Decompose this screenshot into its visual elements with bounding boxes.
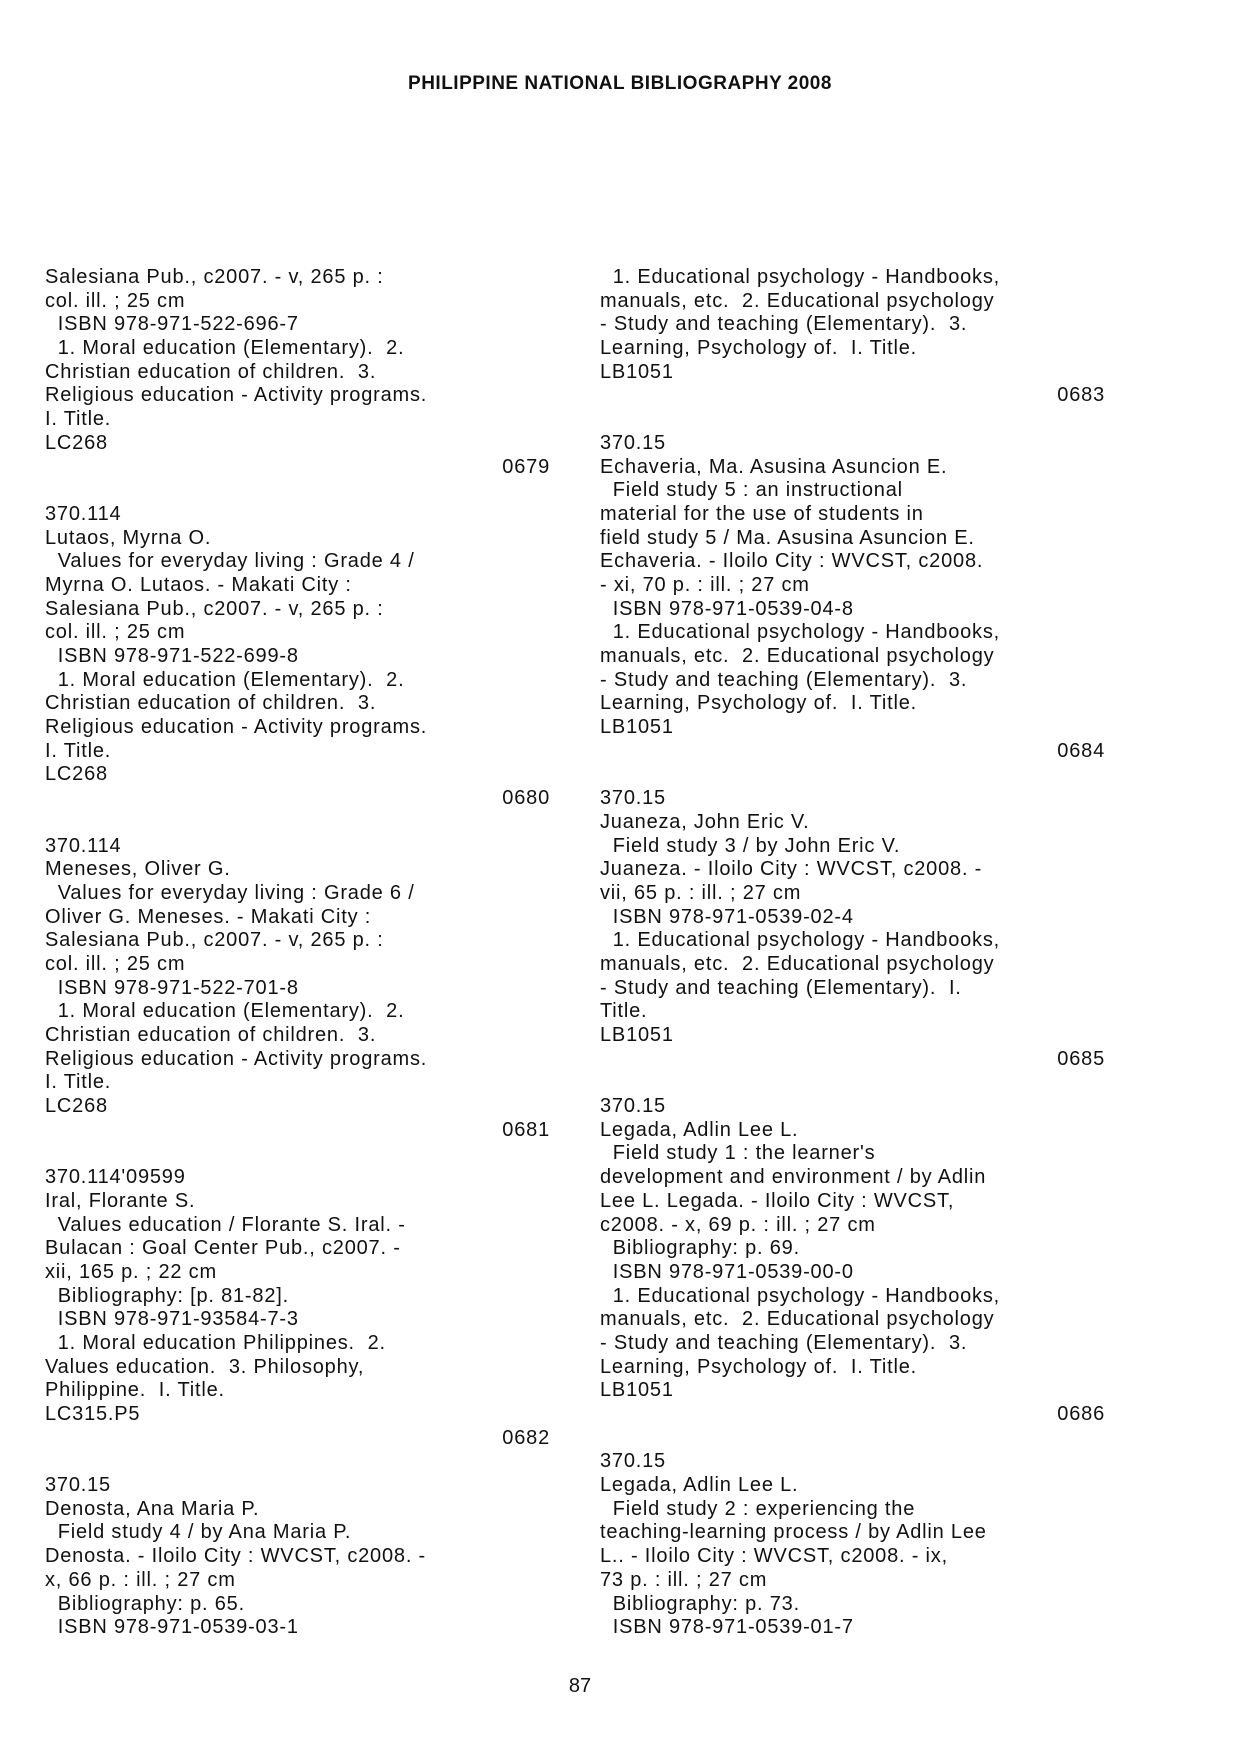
entry-line: L.. - Iloilo City : WVCST, c2008. - ix, xyxy=(600,1545,948,1568)
entry-gap xyxy=(45,1450,550,1474)
right-column xyxy=(600,266,1105,1640)
entry-line: - xi, 70 p. : ill. ; 27 cm xyxy=(600,573,810,596)
entry-line: xii, 165 p. ; 22 cm xyxy=(45,1260,217,1283)
entry-line: Learning, Psychology of. I. Title. xyxy=(600,337,918,360)
entry-line: 370.15 xyxy=(45,1474,111,1497)
entry-line: 370.15 xyxy=(600,1095,666,1118)
entry-line: Legada, Adlin Lee L. xyxy=(600,1474,799,1497)
entry-line: Juaneza, John Eric V. xyxy=(600,810,810,833)
entry-line: Bibliography: p. 65. xyxy=(45,1592,245,1615)
bibliography-entry xyxy=(45,503,550,811)
entry-gap xyxy=(600,763,1105,787)
page-number: 87 xyxy=(568,1675,592,1697)
entry-line: 73 p. : ill. ; 27 cm xyxy=(600,1568,768,1591)
entry-gap xyxy=(600,408,1105,432)
entry-line: Field study 5 : an instructional xyxy=(600,479,903,502)
entry-line: ISBN 978-971-522-699-8 xyxy=(45,645,299,667)
entry-line: col. ill. ; 25 cm xyxy=(45,621,186,644)
entry-line: Bibliography: p. 69. xyxy=(600,1237,800,1260)
entry-line: Oliver G. Meneses. - Makati City : xyxy=(45,905,372,928)
entry-number: 0682 xyxy=(502,1426,550,1449)
entry-line: Philippine. I. Title. xyxy=(45,1379,225,1402)
entry-gap xyxy=(45,1142,550,1166)
entry-line: LC268 xyxy=(45,431,108,454)
entry-line: Juaneza. - Iloilo City : WVCST, c2008. - xyxy=(600,858,983,881)
bibliography-entry xyxy=(600,266,1105,408)
entry-line: LC315.P5 xyxy=(45,1403,141,1425)
entry-line: ISBN 978-971-522-696-7 xyxy=(45,313,299,336)
entry-line: Title. xyxy=(600,1000,648,1023)
entry-line: Salesiana Pub., c2007. - v, 265 p. : xyxy=(45,929,384,952)
entry-line: ISBN 978-971-0539-01-7 xyxy=(600,1616,854,1639)
entry-line: Field study 4 / by Ana Maria P. xyxy=(45,1521,352,1544)
entry-line: Bibliography: [p. 81-82]. xyxy=(45,1284,289,1307)
entry-line: 370.15 xyxy=(600,431,666,454)
entry-line: Christian education of children. 3. xyxy=(45,692,377,715)
left-column xyxy=(45,266,550,1640)
entry-number: 0684 xyxy=(1057,739,1105,762)
entry-line: 1. Moral education (Elementary). 2. xyxy=(45,668,405,691)
entry-line: Legada, Adlin Lee L. xyxy=(600,1118,799,1141)
entry-line: Values education. 3. Philosophy, xyxy=(45,1355,365,1378)
entry-line: Religious education - Activity programs. xyxy=(45,384,428,407)
entry-line: Bibliography: p. 73. xyxy=(600,1592,800,1615)
entry-number: 0680 xyxy=(502,787,550,810)
entry-line: Echaveria. - Iloilo City : WVCST, c2008. xyxy=(600,550,984,573)
bibliography-entry xyxy=(45,835,550,1143)
bibliography-entry xyxy=(600,787,1105,1071)
bibliography-entry xyxy=(45,266,550,479)
entry-line: manuals, etc. 2. Educational psychology xyxy=(600,645,995,667)
entry-line: development and environment / by Adlin xyxy=(600,1166,987,1189)
entry-line: 1. Moral education (Elementary). 2. xyxy=(45,1000,405,1023)
entry-line: Values education / Florante S. Iral. - xyxy=(45,1213,406,1236)
entry-line: ISBN 978-971-0539-03-1 xyxy=(45,1616,299,1639)
entry-line: manuals, etc. 2. Educational psychology xyxy=(600,952,995,975)
entry-line: LB1051 xyxy=(600,1379,674,1402)
entry-line: Values for everyday living : Grade 4 / xyxy=(45,550,415,573)
entry-line: 370.114'09599 xyxy=(45,1166,186,1189)
entry-line: Iral, Florante S. xyxy=(45,1189,196,1212)
entry-line: manuals, etc. 2. Educational psychology xyxy=(600,1308,995,1331)
entry-line: Christian education of children. 3. xyxy=(45,360,377,383)
entry-line: Religious education - Activity programs. xyxy=(45,1047,428,1070)
entry-line: LC268 xyxy=(45,763,108,786)
entry-gap xyxy=(600,1071,1105,1095)
entry-line: Religious education - Activity programs. xyxy=(45,716,428,739)
entry-line: ISBN 978-971-0539-04-8 xyxy=(600,597,854,620)
bibliography-entry xyxy=(600,432,1105,764)
entry-line: LC268 xyxy=(45,1095,108,1118)
entry-line: - Study and teaching (Elementary). 3. xyxy=(600,313,968,336)
entry-line: I. Title. xyxy=(45,739,112,762)
entry-line: Learning, Psychology of. I. Title. xyxy=(600,692,918,715)
entry-line: I. Title. xyxy=(45,408,112,431)
entry-gap xyxy=(45,811,550,835)
entry-line: Lee L. Legada. - Iloilo City : WVCST, xyxy=(600,1189,955,1212)
entry-gap xyxy=(45,479,550,503)
entry-line: col. ill. ; 25 cm xyxy=(45,952,186,975)
entry-line: LB1051 xyxy=(600,360,674,383)
entry-line: Values for everyday living : Grade 6 / xyxy=(45,881,415,904)
entry-line: Salesiana Pub., c2007. - v, 265 p. : xyxy=(45,266,384,288)
entry-line: manuals, etc. 2. Educational psychology xyxy=(600,289,995,312)
entry-number: 0681 xyxy=(502,1118,550,1141)
entry-number: 0679 xyxy=(502,455,550,478)
entry-line: Field study 1 : the learner's xyxy=(600,1142,876,1165)
entry-line: 1. Educational psychology - Handbooks, xyxy=(600,929,1000,952)
bibliography-entry xyxy=(600,1450,1105,1640)
entry-line: Field study 2 : experiencing the xyxy=(600,1497,916,1520)
entry-line: Field study 3 / by John Eric V. xyxy=(600,834,901,857)
entry-line: vii, 65 p. : ill. ; 27 cm xyxy=(600,881,802,904)
entry-line: ISBN 978-971-522-701-8 xyxy=(45,976,299,999)
entry-line: field study 5 / Ma. Asusina Asuncion E. xyxy=(600,526,975,549)
entry-line: 370.15 xyxy=(600,787,666,810)
entry-line: Echaveria, Ma. Asusina Asuncion E. xyxy=(600,455,948,478)
bibliography-entry xyxy=(45,1166,550,1450)
entry-line: LB1051 xyxy=(600,1024,674,1046)
entry-line: 370.15 xyxy=(600,1450,666,1473)
entry-line: Christian education of children. 3. xyxy=(45,1024,377,1046)
entry-line: Denosta, Ana Maria P. xyxy=(45,1497,260,1520)
entry-line: 370.114 xyxy=(45,834,122,857)
entry-line: 1. Moral education Philippines. 2. xyxy=(45,1331,386,1354)
entry-line: material for the use of students in xyxy=(600,502,924,525)
entry-line: x, 66 p. : ill. ; 27 cm xyxy=(45,1568,236,1591)
entry-line: - Study and teaching (Elementary). 3. xyxy=(600,1331,968,1354)
entry-line: Lutaos, Myrna O. xyxy=(45,526,212,549)
entry-line: Denosta. - Iloilo City : WVCST, c2008. - xyxy=(45,1545,427,1568)
entry-line: - Study and teaching (Elementary). I. xyxy=(600,976,962,999)
entry-line: ISBN 978-971-93584-7-3 xyxy=(45,1308,299,1331)
entry-line: 1. Educational psychology - Handbooks, xyxy=(600,621,1000,644)
entry-line: LB1051 xyxy=(600,716,674,739)
entry-number: 0686 xyxy=(1057,1403,1105,1425)
entry-line: 370.114 xyxy=(45,502,122,525)
bibliography-entry xyxy=(45,1474,550,1640)
entry-line: 1. Moral education (Elementary). 2. xyxy=(45,337,405,360)
entry-line: Myrna O. Lutaos. - Makati City : xyxy=(45,573,352,596)
entry-line: ISBN 978-971-0539-00-0 xyxy=(600,1260,854,1283)
bibliography-entry xyxy=(600,1095,1105,1427)
entry-line: Salesiana Pub., c2007. - v, 265 p. : xyxy=(45,597,384,620)
entry-number: 0685 xyxy=(1057,1047,1105,1070)
entry-gap xyxy=(600,1427,1105,1451)
entry-line: 1. Educational psychology - Handbooks, xyxy=(600,266,1000,288)
entry-line: teaching-learning process / by Adlin Lee xyxy=(600,1521,987,1544)
running-head: PHILIPPINE NATIONAL BIBLIOGRAPHY 2008 xyxy=(408,73,832,94)
entry-line: Meneses, Oliver G. xyxy=(45,858,231,881)
entry-line: Learning, Psychology of. I. Title. xyxy=(600,1355,918,1378)
entry-line: c2008. - x, 69 p. : ill. ; 27 cm xyxy=(600,1213,876,1236)
entry-line: Bulacan : Goal Center Pub., c2007. - xyxy=(45,1237,401,1260)
entry-number: 0683 xyxy=(1057,384,1105,407)
entry-line: 1. Educational psychology - Handbooks, xyxy=(600,1284,1000,1307)
entry-line: - Study and teaching (Elementary). 3. xyxy=(600,668,968,691)
entry-line: ISBN 978-971-0539-02-4 xyxy=(600,905,854,928)
entry-line: I. Title. xyxy=(45,1071,112,1094)
entry-line: col. ill. ; 25 cm xyxy=(45,289,186,312)
